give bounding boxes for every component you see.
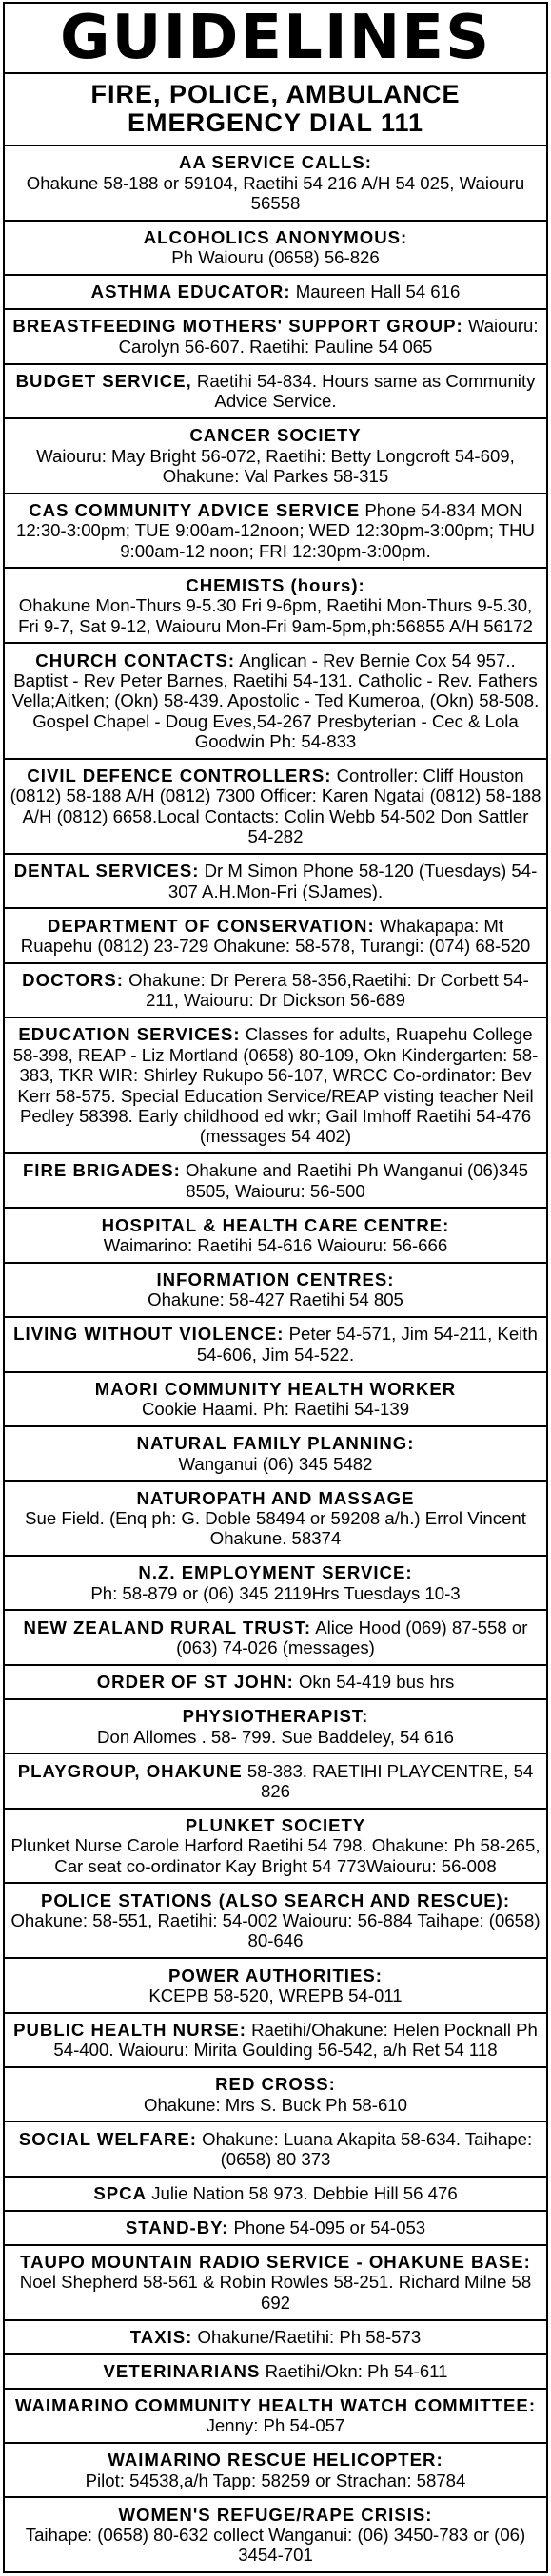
entry-detail: Alice Hood (069) 87-558 or (063) 74-026 (messages) [176,1617,528,1658]
directory-entry [5,1427,546,1482]
entry-title: N.Z. EMPLOYMENT SERVICE: [138,1562,413,1583]
entry-detail: 58-383. RAETIHI PLAYCENTRE, 54 826 [246,1760,534,1801]
entry-title: AA SERVICE CALLS: [179,152,372,173]
directory-entry [5,2014,546,2068]
entry-title: MAORI COMMUNITY HEALTH WORKER [94,1378,457,1399]
entry-detail: Sue Field. (Enq ph: G. Doble 58494 or 59208 a/h.) Errol Vincent Ohakune. 58374 [25,1508,526,1549]
directory-entry [5,2321,546,2355]
entry-detail: Ohakune: Mrs S. Buck Ph 58-610 [144,2094,407,2115]
directory-entry [5,1557,546,1611]
entry-title: STAND-BY: [125,2218,229,2238]
entry-title: WOMEN'S REFUGE/RAPE CRISIS: [118,2504,433,2525]
entry-title: DEPARTMENT OF CONSERVATION: [47,915,375,936]
entry-detail: Waiouru: May Bright 56-072, Raetihi: Betty Longcroft 54-609, Ohakune: Val Parkes 58-315 [36,445,515,487]
entry-detail: Ohakune: 58-551, Raetihi: 54-002 Waiouru: 56-884 Taihape: (0658) 80-646 [10,1910,541,1951]
entry-detail: Controller: Cliff Houston (0812) 58-188 A/H (0812) 7300 Officer: Karen Ngatai (0812) 58-188 A/H (0812) 6658.Local Contacts: Colin Webb 54-502 Don Sattler 54-282 [10,765,541,847]
emergency-line-2: EMERGENCY DIAL 111 [127,108,424,137]
entry-detail: Ohakune/Raetihi: Ph 58-573 [197,2326,422,2347]
directory-entry [5,494,546,570]
entry-detail: Wanganui (06) 345 5482 [178,1453,373,1474]
directory-entry [5,419,546,494]
entry-title: NATURAL FAMILY PLANNING: [136,1433,415,1454]
directory-entry [5,276,546,310]
entry-detail: Ph Waiouru (0658) 56-826 [171,247,380,268]
directory-entry [5,2444,546,2498]
entry-title: EDUCATION SERVICES: [18,1024,241,1045]
entry-title: ORDER OF ST JOHN: [96,1672,294,1693]
entry-title: FIRE BRIGADES: [22,1160,181,1181]
entry-detail: Ohakune Mon-Thurs 9-5.30 Fri 9-6pm, Raetihi Mon-Thurs 9-5.30, Fri 9-7, Sat 9-12, Waiouru Mon-Fri 9am-5pm,ph:56855 A/H 56172 [18,595,533,636]
entry-title: RED CROSS: [215,2074,336,2095]
entry-title: CHURCH CONTACTS: [35,649,236,670]
entry-title: SOCIAL WELFARE: [18,2128,197,2149]
directory-entry [5,2178,546,2212]
entry-detail: Phone 54-095 or 54-053 [233,2218,426,2238]
entry-detail: Raetihi 54-834. Hours same as Community Advice Service. [196,370,536,412]
entry-title: TAUPO MOUNTAIN RADIO SERVICE - OHAKUNE BASE: [20,2252,531,2273]
directory-entry [5,310,546,364]
entry-detail: Okn 54-419 bus hrs [298,1672,455,1693]
entry-title: PLUNKET SOCIETY [185,1814,366,1835]
entry-title: CAS COMMUNITY ADVICE SERVICE [29,500,361,521]
entry-detail: Ph: 58-879 or (06) 345 2119Hrs Tuesdays 10-3 [90,1582,461,1603]
directory-entry [5,365,546,419]
directory-entry [5,964,546,1018]
entry-detail: Noel Shepherd 58-561 & Robin Rowles 58-251. Richard Milne 58 692 [19,2272,532,2313]
page-title: GUIDELINES [3,2,548,72]
directory-entry [5,569,546,644]
directory-entry [5,1666,546,1700]
entry-detail: Ohakune: Dr Perera 58-356,Raetihi: Dr Corbett 54-211, Waiouru: Dr Dickson 56-689 [128,970,529,1011]
emergency-line-1: FIRE, POLICE, AMBULANCE [90,80,461,109]
directory-entry [5,1209,546,1263]
entry-detail: Taihape: (0658) 80-632 collect Wanganui: (06) 3450-783 or (06) 3454-701 [25,2525,526,2566]
emergency-banner [5,74,546,146]
entry-title: POWER AUTHORITIES: [168,1965,383,1985]
entry-detail: Raetihi/Okn: Ph 54-611 [265,2360,448,2381]
directory-entry [5,1700,546,1754]
directory-entry [5,146,546,222]
entry-title: SPCA [93,2183,148,2204]
entry-title: TAXIS: [129,2326,193,2347]
directory-entry [5,760,546,855]
entry-title: PHYSIOTHERAPIST: [182,1706,369,1727]
entry-detail: Cookie Haami. Ph: Raetihi 54-139 [141,1399,410,1420]
entry-title: NATUROPATH AND MASSAGE [136,1487,415,1508]
entry-detail: Whakapapa: Mt Ruapehu (0812) 23-729 Ohakune: 58-578, Turangi: (074) 68-520 [20,915,531,956]
entry-title: NEW ZEALAND RURAL TRUST: [23,1617,312,1637]
entry-detail: Jenny: Ph 54-057 [206,2415,345,2436]
directory-entry [5,1018,546,1154]
entry-title: CIVIL DEFENCE CONTROLLERS: [27,765,332,786]
entry-title: DOCTORS: [22,970,124,990]
entry-title: ALCOHOLICS ANONYMOUS: [143,227,408,248]
entry-title: DENTAL SERVICES: [13,861,200,881]
directory-entry [5,2212,546,2246]
entry-detail: Plunket Nurse Carole Harford Raetihi 54 798. Ohakune: Ph 58-265, Car seat co-ordinator Kay Bright 54 773Waiouru: 56-008 [10,1835,541,1876]
entry-title: HOSPITAL & HEALTH CARE CENTRE: [101,1214,450,1235]
entry-title: BUDGET SERVICE, [15,370,192,391]
directory-entry [5,2122,546,2177]
directory-entry [5,909,546,963]
entry-detail: Don Allomes . 58- 799. Sue Baddeley, 54 616 [97,1726,454,1747]
directory-entry [5,2068,546,2122]
directory-entry [5,1810,546,1885]
directory-entry [5,1318,546,1372]
directory-entry [5,2355,546,2390]
entry-detail: Phone 54-834 MON 12:30-3:00pm; TUE 9:00am-12noon; WED 12:30pm-3:00pm; THU 9:00am-12 noon; FRI 12:30pm-3:00pm. [15,500,535,561]
directory-entry [5,1754,546,1809]
entry-detail: Raetihi/Ohakune: Helen Pocknall Ph 54-400. Waiouru: Mirita Goulding 56-542, a/h Ret 54 118 [53,2019,538,2061]
entry-detail: Anglican - Rev Bernie Cox 54 957.. Baptist - Rev Peter Barnes, Raetihi 54-131. Catholic - Rev. Fathers Vella;Aitken; (Okn) 58-439. Apostolic - Ted Kumeroa, (Okn) 58-508. Gospel Chapel - Doug Eves,54-267 Presbyterian - Cec & Lola Goodwin Ph: 54-833 [11,649,540,752]
entry-title: PUBLIC HEALTH NURSE: [13,2019,246,2040]
entry-detail: Maureen Hall 54 616 [295,281,461,302]
entry-title: CHEMISTS (hours): [186,574,365,595]
entry-detail: KCEPB 58-520, WREPB 54-011 [148,1985,403,2005]
directory-entry [5,1959,546,2013]
entry-detail: Julie Nation 58 973. Debbie Hill 56 476 [151,2183,458,2204]
entry-detail: Dr M Simon Phone 58-120 (Tuesdays) 54-307 A.H.Mon-Fri (SJames). [167,861,538,901]
entry-detail: Pilot: 54538,a/h Tapp: 58259 or Strachan: 58784 [85,2469,466,2490]
entry-title: VETERINARIANS [103,2360,261,2381]
entry-detail: Ohakune 58-188 or 59104, Raetihi 54 216 A/H 54 025, Waiouru 56558 [26,172,525,214]
entry-title: INFORMATION CENTRES: [156,1269,395,1290]
entry-detail: Ohakune: Luana Akapita 58-634. Taihape: (0658) 80 373 [202,2128,533,2170]
entry-detail: Ohakune and Raetihi Ph Wanganui (06)345 8505, Waiouru: 56-500 [185,1160,529,1201]
entry-detail: Waimarino: Raetihi 54-616 Waiouru: 56-666 [103,1235,448,1256]
entry-detail: Waiouru: Carolyn 56-607. Raetihi: Pauline 54 065 [118,316,539,357]
entry-detail: Classes for adults, Ruapehu College 58-398, REAP - Liz Mortland (0658) 80-109, Okn Kindergarten: 58-383, TKR WIR: Shirley Rukupo 56-107, WRCC Co-ordinator: Bev Kerr 58-575. Special Education Service/REAP visting teacher Neil Pedley 58398. Early childhood ed wkr; Gail Imhoff Raetihi 54-476 (messages 54 402) [12,1024,539,1147]
directory-entry [5,1482,546,1557]
directory-entry [5,2498,546,2571]
entry-detail: Ohakune: 58-427 Raetihi 54 805 [148,1289,403,1310]
directory-entry [5,644,546,760]
entry-title: BREASTFEEDING MOTHERS' SUPPORT GROUP: [12,316,463,337]
directory-entry [5,2390,546,2444]
directory-list [3,72,548,2573]
entry-title: WAIMARINO COMMUNITY HEALTH WATCH COMMITTEE: [14,2394,537,2415]
directory-entry [5,222,546,276]
entry-title: LIVING WITHOUT VIOLENCE: [13,1324,285,1345]
directory-entry [5,1373,546,1427]
directory-entry [5,1884,546,1959]
entry-detail: Peter 54-571, Jim 54-211, Keith 54-606, Jim 54-522. [196,1324,538,1365]
entry-title: CANCER SOCIETY [189,425,362,446]
directory-entry [5,1611,546,1665]
directory-entry [5,1154,546,1209]
directory-entry [5,1264,546,1318]
entry-title: POLICE STATIONS (ALSO SEARCH AND RESCUE): [40,1889,511,1910]
entry-title: ASTHMA EDUCATOR: [90,281,291,302]
entry-title: WAIMARINO RESCUE HELICOPTER: [108,2450,443,2470]
directory-entry [5,2246,546,2321]
directory-entry [5,855,546,909]
entry-title: PLAYGROUP, OHAKUNE [17,1760,243,1781]
